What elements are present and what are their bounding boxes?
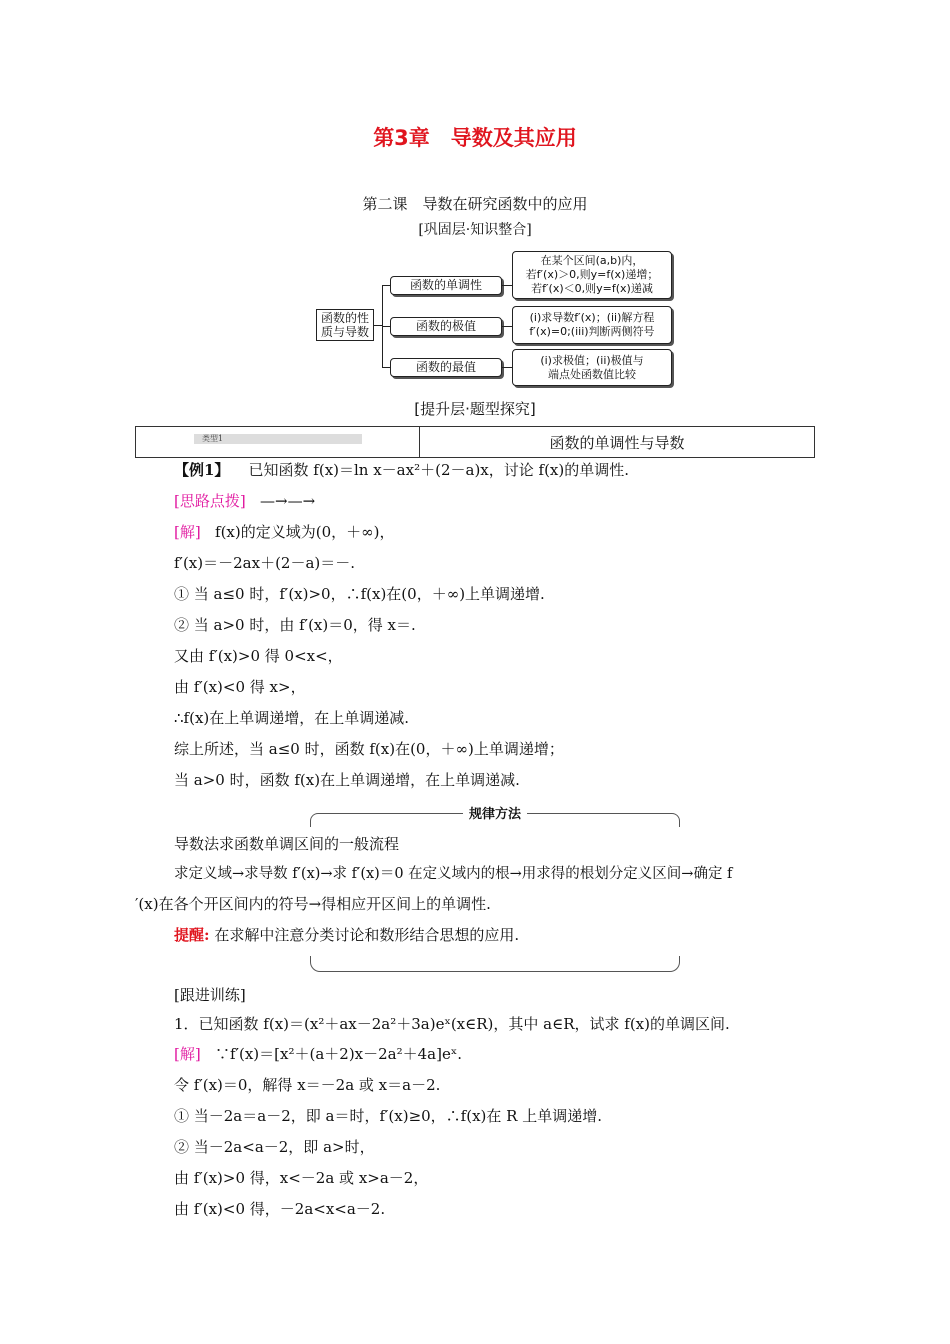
chapter-title: 第3章 导数及其应用 [373,126,577,150]
followup-solution-line: 令 f′(x)＝0，解得 x＝－2a 或 x＝a－2. [174,1076,441,1094]
example-hint: [思路点拨] —→—→ [174,492,316,510]
method-box-footer [310,956,680,972]
solution-line: 当 a>0 时，函数 f(x)在上单调递增，在上单调递减. [174,771,520,789]
mindmap-detail-maximum: (i)求极值；(ii)极值与 端点处函数值比较 [512,349,672,386]
solution-line: ② 当 a>0 时，由 f′(x)＝0，得 x＝. [174,616,416,634]
method-title: 导数法求函数单调区间的一般流程 [174,835,400,853]
followup-solution-line: 由 f′(x)>0 得，x<－2a 或 x>a－2， [174,1169,429,1187]
question-type-bar [135,426,815,458]
solution-line: f′(x)＝－2ax＋(2－a)＝－. [174,554,356,572]
solution-line: ① 当 a≤0 时，f′(x)>0，∴f(x)在(0，＋∞)上单调递增. [174,585,545,603]
solution-line: 又由 f′(x)>0 得 0<x<， [174,647,343,665]
lesson-title: 第二课 导数在研究函数中的应用 [362,195,588,213]
mindmap-detail-extremum: (i)求导数f′(x)；(ii)解方程 f′(x)=0;(iii)判断两侧符号 [512,306,672,344]
solution-line: 由 f′(x)<0 得 x>， [174,678,306,696]
example-statement: 【例1】 已知函数 f(x)＝ln x－ax²＋(2－a)x，讨论 f(x)的单调性. [174,461,630,479]
method-reminder: 提醒: 在求解中注意分类讨论和数形结合思想的应用. [174,926,520,944]
type-topic: 函数的单调性与导数 [549,433,685,452]
solution-line: 综上所述，当 a≤0 时，函数 f(x)在(0，＋∞)上单调递增； [174,740,564,758]
section-label-consolidate: [巩固层·知识整合] [418,222,532,238]
mindmap-branch-maximum: 函数的最值 [390,358,502,377]
followup-problem: 1．已知函数 f(x)＝(x²＋ax－2a²＋3a)eˣ(x∈R)，其中 a∈R，试求 f(x)的单调区间. [174,1015,730,1033]
mindmap-branch-extremum: 函数的极值 [390,317,502,336]
type-tag: 类型1 [194,434,362,444]
method-flow: ′(x)在各个开区间内的符号→得相应开区间上的单调性. [135,895,491,913]
solution-line: ∴f(x)在上单调递增，在上单调递减. [174,709,410,727]
mindmap-branch-monotonicity: 函数的单调性 [390,276,502,295]
followup-label: [跟进训练] [174,986,246,1004]
followup-solution-line: 由 f′(x)<0 得，－2a<x<a－2. [174,1200,386,1218]
solution-line: [解] f(x)的定义域为(0，＋∞)， [174,523,395,541]
section-label-advance: [提升层·题型探究] [414,400,536,418]
mindmap-root: 函数的性质与导数 [316,309,374,341]
mindmap-detail-monotonicity: 在某个区间(a,b)内， 若f′(x)＞0,则y=f(x)递增； 若f′(x)＜0,则y=f(x)递减 [512,251,672,299]
method-flow: 求定义域→求导数 f′(x)→求 f′(x)＝0 在定义域内的根→用求得的根划分定义区间→确定 f [174,866,733,882]
followup-solution-line: ② 当－2a<a－2，即 a>时， [174,1138,375,1156]
followup-solution-line: [解] ∵f′(x)＝[x²＋(a＋2)x－2a²＋4a]eˣ. [174,1045,462,1063]
followup-solution-line: ① 当－2a＝a－2，即 a＝时，f′(x)≥0，∴f(x)在 R 上单调递增. [174,1107,602,1125]
method-box-header: 规律方法 [310,805,680,823]
